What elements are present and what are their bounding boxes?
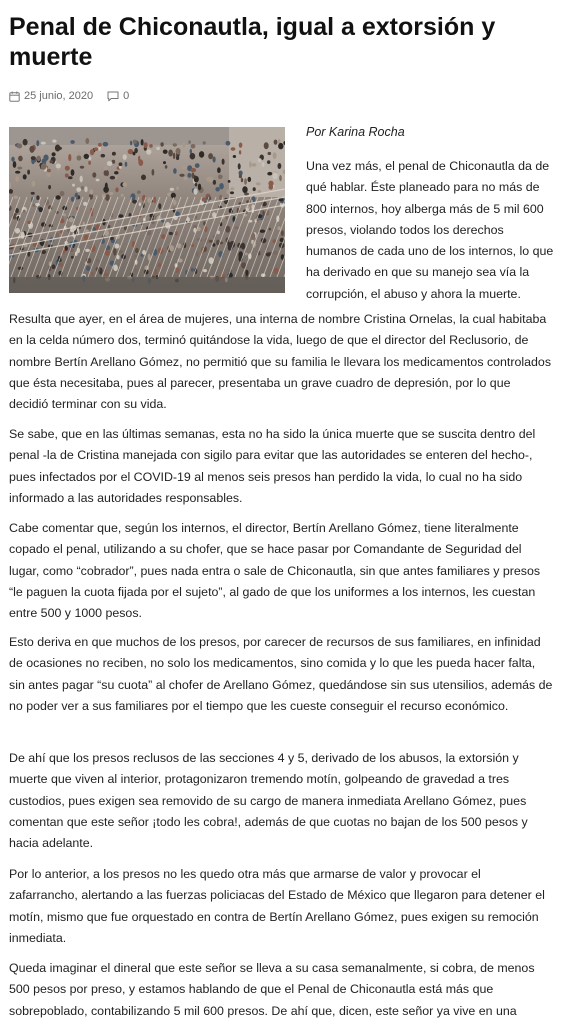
calendar-icon [9,91,20,102]
post-meta [9,89,129,103]
article-intro: Una vez más, el penal de Chiconautla da de qué hablar. Éste planeado para no más de 800 internos, hoy alberga más de 5 mil 600 presos, violando todos los derechos humanos de cada uno de los internos, lo que ha derivado en que su manejo sea vía la corrupción, el abuso y ahora la muerte. [306,159,554,301]
article-paragraph: Cabe comentar que, según los internos, el director, Bertín Arellano Gómez, tiene literalmente copado el penal, utilizando a su chofer, que se hace pasar por Comandante de Seguridad del lugar, como “cobrador”, pues nada entra o sale de Chiconautla, sin que antes familiares y presos “le paguen la cuota fijada por el sujeto”, al gado de que los uniformes a los internos, les cuestan entre 500 y 1000 pesos. [9,521,541,621]
article-paragraph: Resulta que ayer, en el área de mujeres, una interna de nombre Cristina Ornelas, la cual habitaba en la celda número dos, terminó quitándose la vida, luego de que el director del Reclusorio, de nombre Bertín Arellano Gómez, no permitió que su familia le llevara los medicamentos controlados que ésta necesitaba, pues al parecer, presentaba un grave cuadro de depresión, por lo que decidió terminar con su vida. [9,312,552,412]
article-paragraph: Queda imaginar el dineral que este señor se lleva a su casa semanalmente, si cobra, de menos 500 pesos por preso, y estamos hablando de que el Penal de Chiconautla está más que sobrepoblado, contabilizando 5 mil 600 presos. De ahí que, dicen, este señor ya vive en una [9,961,535,1018]
article-paragraph: De ahí que los presos reclusos de las secciones 4 y 5, derivado de los abusos, la extorsión y muerte que viven al interior, protagonizaron tremendo motín, golpeando de gravedad a tres custodios, pues exigen sea removido de su cargo de manera inmediata Arellano Gómez, pues comentan que este señor ¡todo les cobra!, además de que cuotas no bajan de los 500 pesos y hacia adelante. [9,751,528,851]
comment-icon[interactable] [107,91,119,102]
article-paragraph: Se sabe, que en las últimas semanas, esta no ha sido la única muerte que se suscita dentro del penal -la de Cristina manejada con sigilo para evitar que las autoridades se enteren del hecho-, pues infectados por el COVID-19 al menos seis presos han perdido la vida, lo cual no ha sido informado a las autoridades responsables. [9,427,536,505]
post-date-link[interactable]: 25 junio, 2020 [24,90,94,102]
article-title: Penal de Chiconautla, igual a extorsión y muerte [9,13,496,71]
article-image [9,127,285,293]
article-paragraph: Esto deriva en que muchos de los presos, por carecer de recursos de sus familiares, en infinidad de ocasiones no reciben, no solo los medicamentos, sino comida y lo que les pueda hacer falta, sin antes pagar “su cuota” al chofer de Arellano Gómez, quedándose sin sus utensilios, además de no poder ver a sus familiares por el tiempo que les cueste conseguir el recurso económico. [9,635,553,713]
comments-count-link[interactable]: 0 [123,90,130,102]
article-paragraph: Por lo anterior, a los presos no les quedo otra más que armarse de valor y provocar el zafarrancho, alertando a las fuerzas policiacas del Estado de México que llegaron para detener el motín, mismo que fue orquestado en contra de Bertín Arellano Gómez, pues exigen su remoción inmediata. [9,867,545,945]
article-author: Por Karina Rocha [306,125,405,139]
